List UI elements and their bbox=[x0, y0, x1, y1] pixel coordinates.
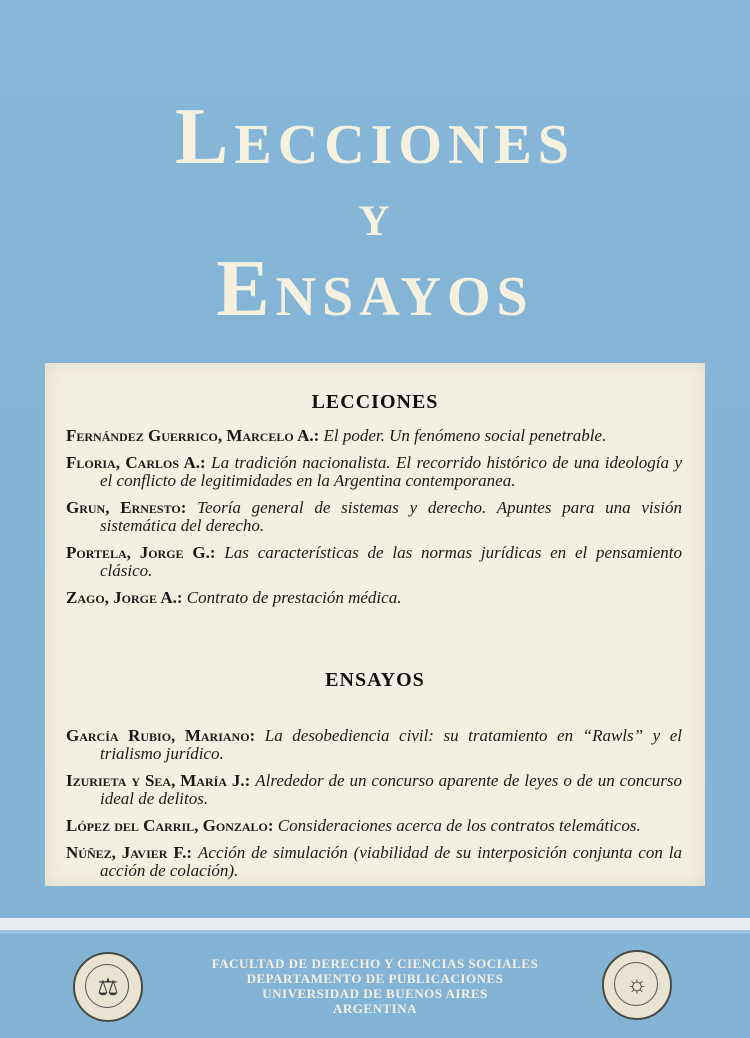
entry-author: Grun, Ernesto: bbox=[66, 498, 187, 517]
list-item bbox=[66, 427, 682, 445]
publisher-line-3: UNIVERSIDAD DE BUENOS AIRES bbox=[262, 986, 488, 1001]
list-item bbox=[66, 544, 682, 580]
list-item bbox=[66, 772, 682, 808]
contents-panel bbox=[45, 363, 705, 886]
publisher-line-1: FACULTAD DE DERECHO Y CIENCIAS SOCIALES bbox=[211, 956, 539, 971]
entry-work: Acción de simulación (viabilidad de su interposición conjunta con la acción de colación). bbox=[100, 843, 682, 880]
ensayos-list bbox=[66, 727, 682, 889]
ensayos-heading: ENSAYOS bbox=[325, 669, 425, 691]
lecciones-list bbox=[66, 427, 682, 616]
list-item bbox=[66, 817, 682, 835]
list-item bbox=[66, 844, 682, 880]
entry-author: Portela, Jorge G.: bbox=[66, 543, 216, 562]
list-item bbox=[66, 589, 682, 607]
entry-author: Floria, Carlos A.: bbox=[66, 453, 206, 472]
publisher-block bbox=[170, 956, 580, 1016]
publisher-line-4: ARGENTINA bbox=[333, 1001, 417, 1016]
publisher-line-2: DEPARTAMENTO DE PUBLICACIONES bbox=[246, 971, 504, 986]
entry-work: Las características de las normas jurídicas en el pensamiento clásico. bbox=[100, 543, 682, 580]
entry-author: Núñez, Javier F.: bbox=[66, 843, 193, 862]
entry-work: Alrededor de un concurso aparente de leyes o de un concurso ideal de delitos. bbox=[100, 771, 682, 808]
list-item bbox=[66, 454, 682, 490]
entry-work: El poder. Un fenómeno social penetrable. bbox=[323, 426, 607, 445]
entry-work: La tradición nacionalista. El recorrido histórico de una ideología y el conflicto de legitimidades en la Argentina contemporanea. bbox=[100, 453, 683, 490]
divider-line bbox=[0, 930, 750, 934]
entry-work: Consideraciones acerca de los contratos telemáticos. bbox=[277, 816, 641, 835]
lecciones-heading: LECCIONES bbox=[311, 391, 439, 413]
entry-author: Zago, Jorge A.: bbox=[66, 588, 183, 607]
university-seal-icon: ☼ bbox=[602, 950, 672, 1020]
entry-work: Teoría general de sistemas y derecho. Apuntes para una visión sistemática del derecho. bbox=[100, 498, 682, 535]
entry-work: La desobediencia civil: su tratamiento en “Rawls” y el trialismo jurídico. bbox=[100, 726, 682, 763]
entry-author: López del Carril, Gonzalo: bbox=[66, 816, 274, 835]
entry-work: Contrato de prestación médica. bbox=[186, 588, 402, 607]
list-item bbox=[66, 499, 682, 535]
faculty-seal-icon: ⚖ bbox=[73, 952, 143, 1022]
title-line-1: Lecciones bbox=[175, 93, 575, 181]
entry-author: Fernández Guerrico, Marcelo A.: bbox=[66, 426, 320, 445]
title-line-3: Ensayos bbox=[216, 245, 534, 333]
entry-author: García Rubio, Mariano: bbox=[66, 726, 256, 745]
list-item bbox=[66, 727, 682, 763]
entry-author: Izurieta y Sea, María J.: bbox=[66, 771, 251, 790]
title-line-2: y bbox=[358, 181, 392, 249]
